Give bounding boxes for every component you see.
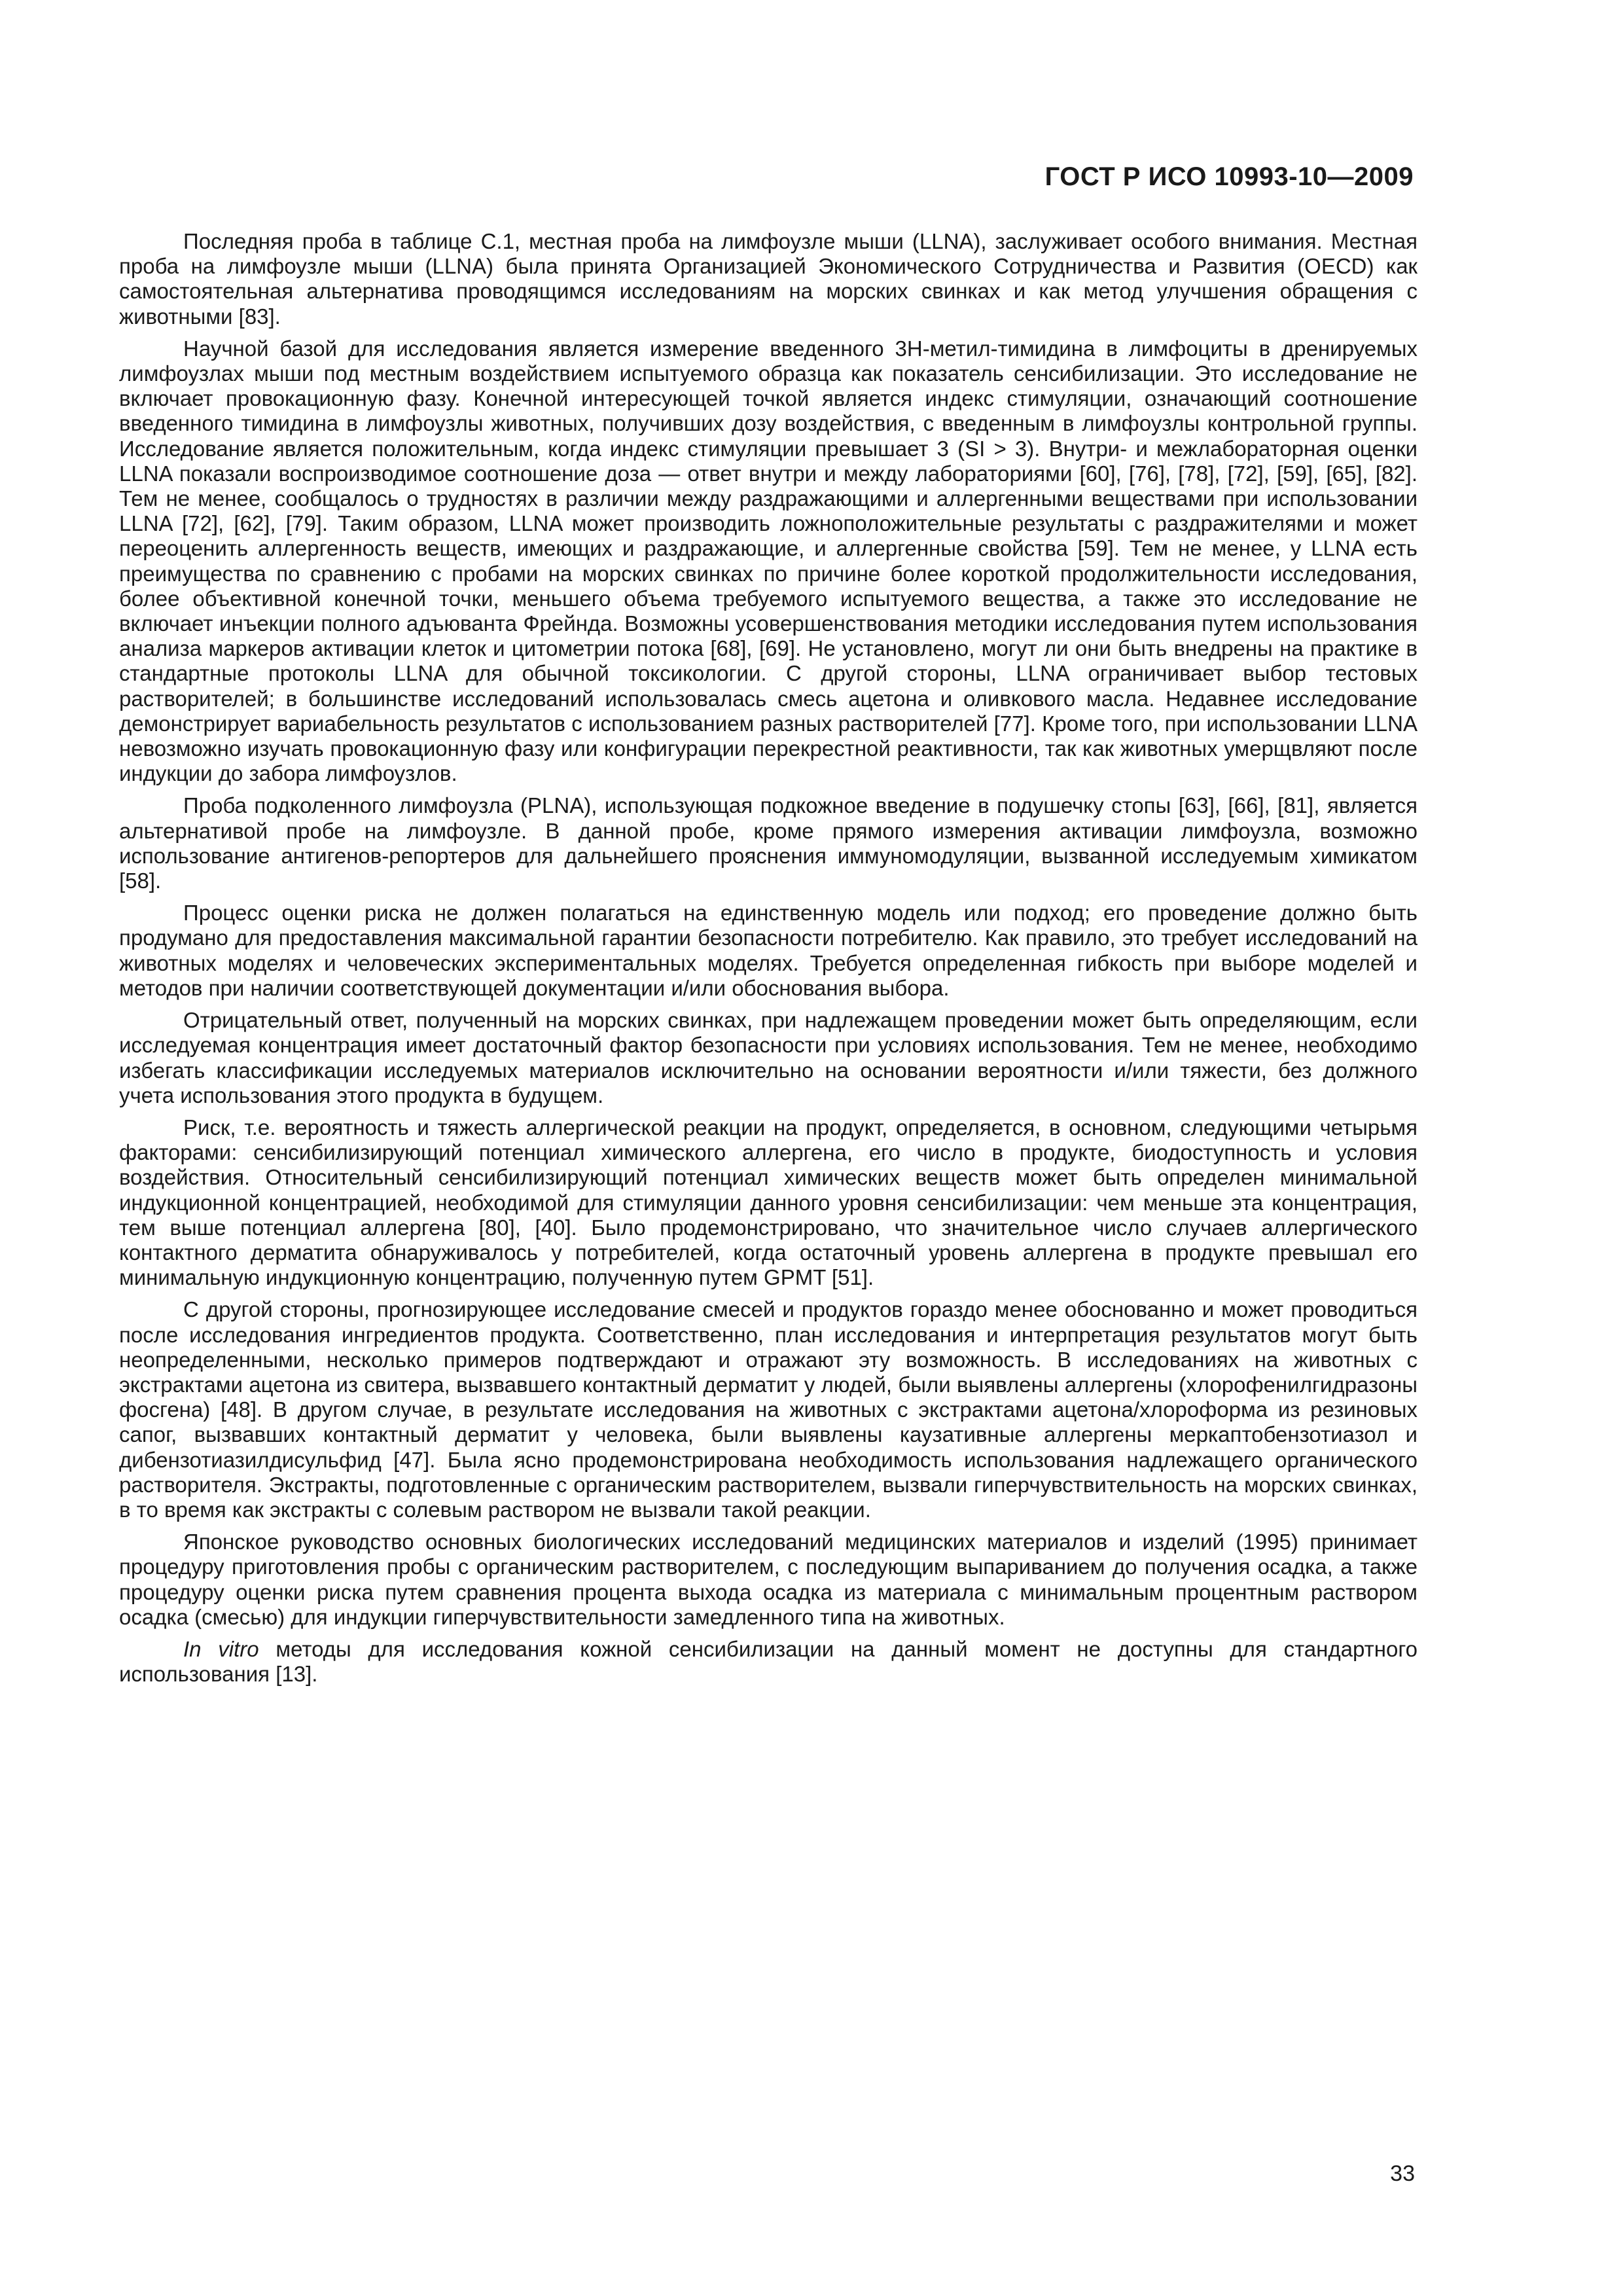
in-vitro-text: методы для исследования кожной сенсибилизации на данный момент не доступны для стандартного использования [13]. (119, 1636, 1418, 1687)
paragraph-plna: Проба подколенного лимфоузла (PLNA), использующая подкожное введение в подушечку стопы [63], [66], [81], является альтернативой пробе на лимфоузле. В данной пробе, кроме прямого измерения активации лимфоузла, возможно использование антигенов-репортеров для дальнейшего прояснения иммуномодуляции, вызванной исследуемым химикатом [58]. (119, 793, 1418, 893)
in-vitro-italic: In vitro (183, 1636, 259, 1661)
paragraph-llna-method: Научной базой для исследования является измерение введенного 3Н-метил-тимидина в лимфоциты в дренируемых лимфоузлах мыши под местным воздействием испытуемого образца как показатель сенсибилизации. Это исследование не включает провокационную фазу. Конечной интересующей точкой является индекс стимуляции, означающий соотношение введенного тимидина в лимфоузлы животных, получивших дозу воздействия, с введенным в лимфоузлы контрольной группы. Исследование является положительным, когда индекс стимуляции превышает 3 (SI > 3). Внутри- и межлабораторная оценки LLNA показали воспроизводимое соотношение доза — ответ внутри и между лабораториями [60], [76], [78], [72], [59], [65], [82]. Тем не менее, сообщалось о трудностях в различии между раздражающими и аллергенными веществами при использовании LLNA [72], [62], [79]. Таким образом, LLNA может производить ложноположительные результаты с раздражителями и может переоценить аллергенность веществ, имеющих и раздражающие, и аллергенные свойства [59]. Тем не менее, у LLNA есть преимущества по сравнению с пробами на морских свинках по причине более короткой продолжительности исследования, более объективной конечной точки, меньшего объема требуемого испытуемого вещества, а также это исследование не включает инъекции полного адъюванта Фрейнда. Возможны усовершенствования методики исследования путем использования анализа маркеров активации клеток и цитометрии потока [68], [69]. Не установлено, могут ли они быть внедрены на практике в стандартные протоколы LLNA для обычной токсикологии. С другой стороны, LLNA ограничивает выбор тестовых растворителей; в большинстве исследований использовалась смесь ацетона и оливкового масла. Недавнее исследование демонстрирует вариабельность результатов с использованием разных растворителей [77]. Кроме того, при использовании LLNA невозможно изучать провокационную фазу или конфигурации перекрестной реактивности, так как животных умерщвляют после индукции до забора лимфоузлов. (119, 336, 1418, 786)
paragraph-llna-intro: Последняя проба в таблице С.1, местная проба на лимфоузле мыши (LLNA), заслуживает особого внимания. Местная проба на лимфоузле мыши (LLNA) была принята Организацией Экономического Сотрудничества и Развития (OECD) как самостоятельная альтернатива проводящимся исследованиям на морских свинках и как метод улучшения обращения с животными [83]. (119, 229, 1418, 329)
document-body (119, 229, 1418, 1694)
paragraph-risk-factors: Риск, т.е. вероятность и тяжесть аллергической реакции на продукт, определяется, в основном, следующими четырьмя факторами: сенсибилизирующий потенциал химического аллергена, его число в продукте, биодоступность и условия воздействия. Относительный сенсибилизирующий потенциал химических веществ может быть определен минимальной индукционной концентрацией, необходимой для стимуляции данного уровня сенсибилизации: чем меньше эта концентрация, тем выше потенциал аллергена [80], [40]. Было продемонстрировано, что значительное число случаев аллергического контактного дерматита обнаруживалось у потребителей, когда остаточный уровень аллергена в продукте превышал его минимальную индукционную концентрацию, полученную путем GPMT [51]. (119, 1115, 1418, 1290)
paragraph-japanese-guideline: Японское руководство основных биологических исследований медицинских материалов и изделий (1995) принимает процедуру приготовления пробы с органическим растворителем, с последующим выпариванием до получения осадка, а также процедуру оценки риска путем сравнения процента выхода осадка из материала с минимальным процентным раствором осадка (смесью) для индукции гиперчувствительности замедленного типа на животных. (119, 1530, 1418, 1629)
paragraph-risk-assessment: Процесс оценки риска не должен полагаться на единственную модель или подход; его проведение должно быть продумано для предоставления максимальной гарантии безопасности потребителю. Как правило, это требует исследований на животных моделях и человеческих экспериментальных моделях. Требуется определенная гибкость при выборе моделей и методов при наличии соответствующей документации и/или обоснования выбора. (119, 901, 1418, 1000)
page-number: 33 (1390, 2161, 1415, 2186)
paragraph-mixtures-products: С другой стороны, прогнозирующее исследование смесей и продуктов гораздо менее обоснованно и может проводиться после исследования ингредиентов продукта. Соответственно, план исследования и интерпретация результатов могут быть неопределенными, несколько примеров подтверждают и отражают эту возможность. В исследованиях на животных с экстрактами ацетона из свитера, вызвавшего контактный дерматит у людей, были выявлены аллергены (хлорофенилгидразоны фосгена) [48]. В другом случае, в результате исследования на животных с экстрактами ацетона/хлороформа из резиновых сапог, вызвавших контактный дерматит у человека, были выявлены каузативные аллергены меркаптобензотиазол и дибензотиазилдисульфид [47]. Была ясно продемонстрирована необходимость использования надлежащего органического растворителя. Экстракты, подготовленные с органическим растворителем, вызвали гиперчувствительность на морских свинках, в то время как экстракты с солевым раствором не вызвали такой реакции. (119, 1297, 1418, 1522)
document-header-title: ГОСТ Р ИСО 10993-10—2009 (1044, 162, 1414, 191)
paragraph-in-vitro (119, 1637, 1418, 1687)
paragraph-negative-response: Отрицательный ответ, полученный на морских свинках, при надлежащем проведении может быть определяющим, если исследуемая концентрация имеет достаточный фактор безопасности при условиях использования. Тем не менее, необходимо избегать классификации исследуемых материалов исключительно на основании вероятности и/или тяжести, без должного учета использования этого продукта в будущем. (119, 1008, 1418, 1107)
